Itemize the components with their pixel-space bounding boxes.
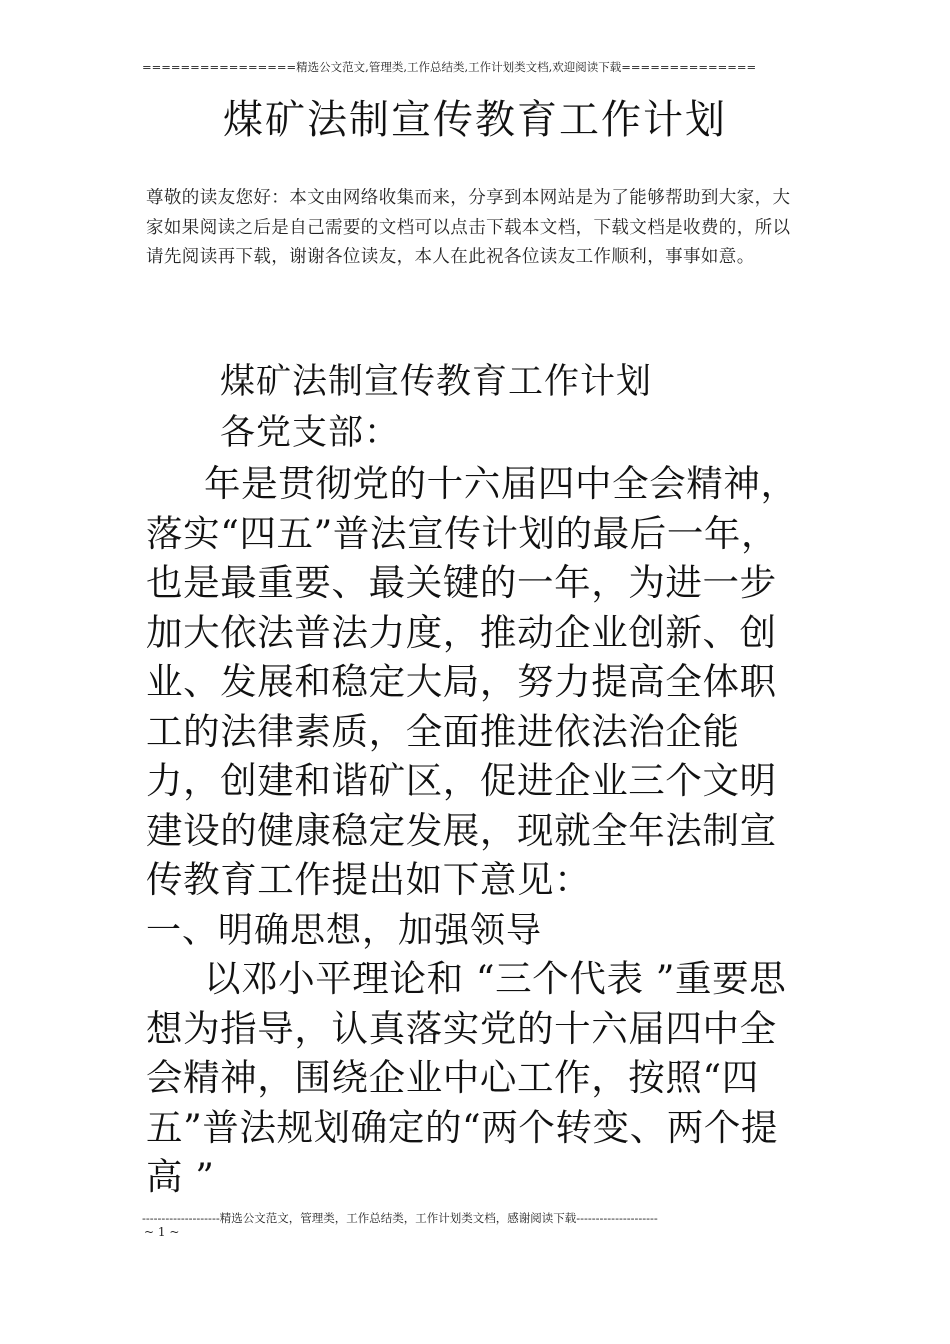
- document-title: 煤矿法制宣传教育工作计划: [223, 97, 727, 143]
- body-paragraph-2: 以邓小平理论和 “三个代表 ”重要思想为指导，认真落实党的十六届四中全会精神，围绕企业中心工作，按照“四五”普法规划确定的“两个转变、两个提高 ”: [146, 957, 787, 1198]
- page-number: ~ 1 ~: [144, 1225, 180, 1239]
- salutation: 各党支部：: [220, 413, 401, 453]
- reader-notice: 尊敬的读友您好：本文由网络收集而来，分享到本网站是为了能够帮助到大家，大家如果阅读之后是自己需要的文档可以点击下载本文档，下载文档是收费的，所以请先阅读再下载，谢谢各位读友，本人在此祝各位读友工作顺利，事事如意。: [146, 188, 791, 267]
- header-banner: ================精选公文范文,管理类,工作总结类,工作计划类文档,欢迎阅读下载==============: [142, 60, 757, 74]
- body-title: 煤矿法制宣传教育工作计划: [220, 362, 653, 402]
- section-heading-1: 一、明确思想，加强领导: [146, 911, 543, 951]
- body-paragraph-1: 年是贯彻党的十六届四中全会精神，落实“四五”普法宣传计划的最后一年，也是最重要、最关键的一年，为进一步加大依法普法力度，推动企业创新、创业、发展和稳定大局，努力提高全体职工的法律素质，全面推进依法治企能力，创建和谐矿区，促进企业三个文明建设的健康稳定发展，现就全年法制宣传教育工作提出如下意见：: [146, 462, 798, 901]
- footer-banner: --------------------精选公文范文，管理类，工作总结类，工作计划类文档，感谢阅读下载---------------------: [142, 1211, 658, 1225]
